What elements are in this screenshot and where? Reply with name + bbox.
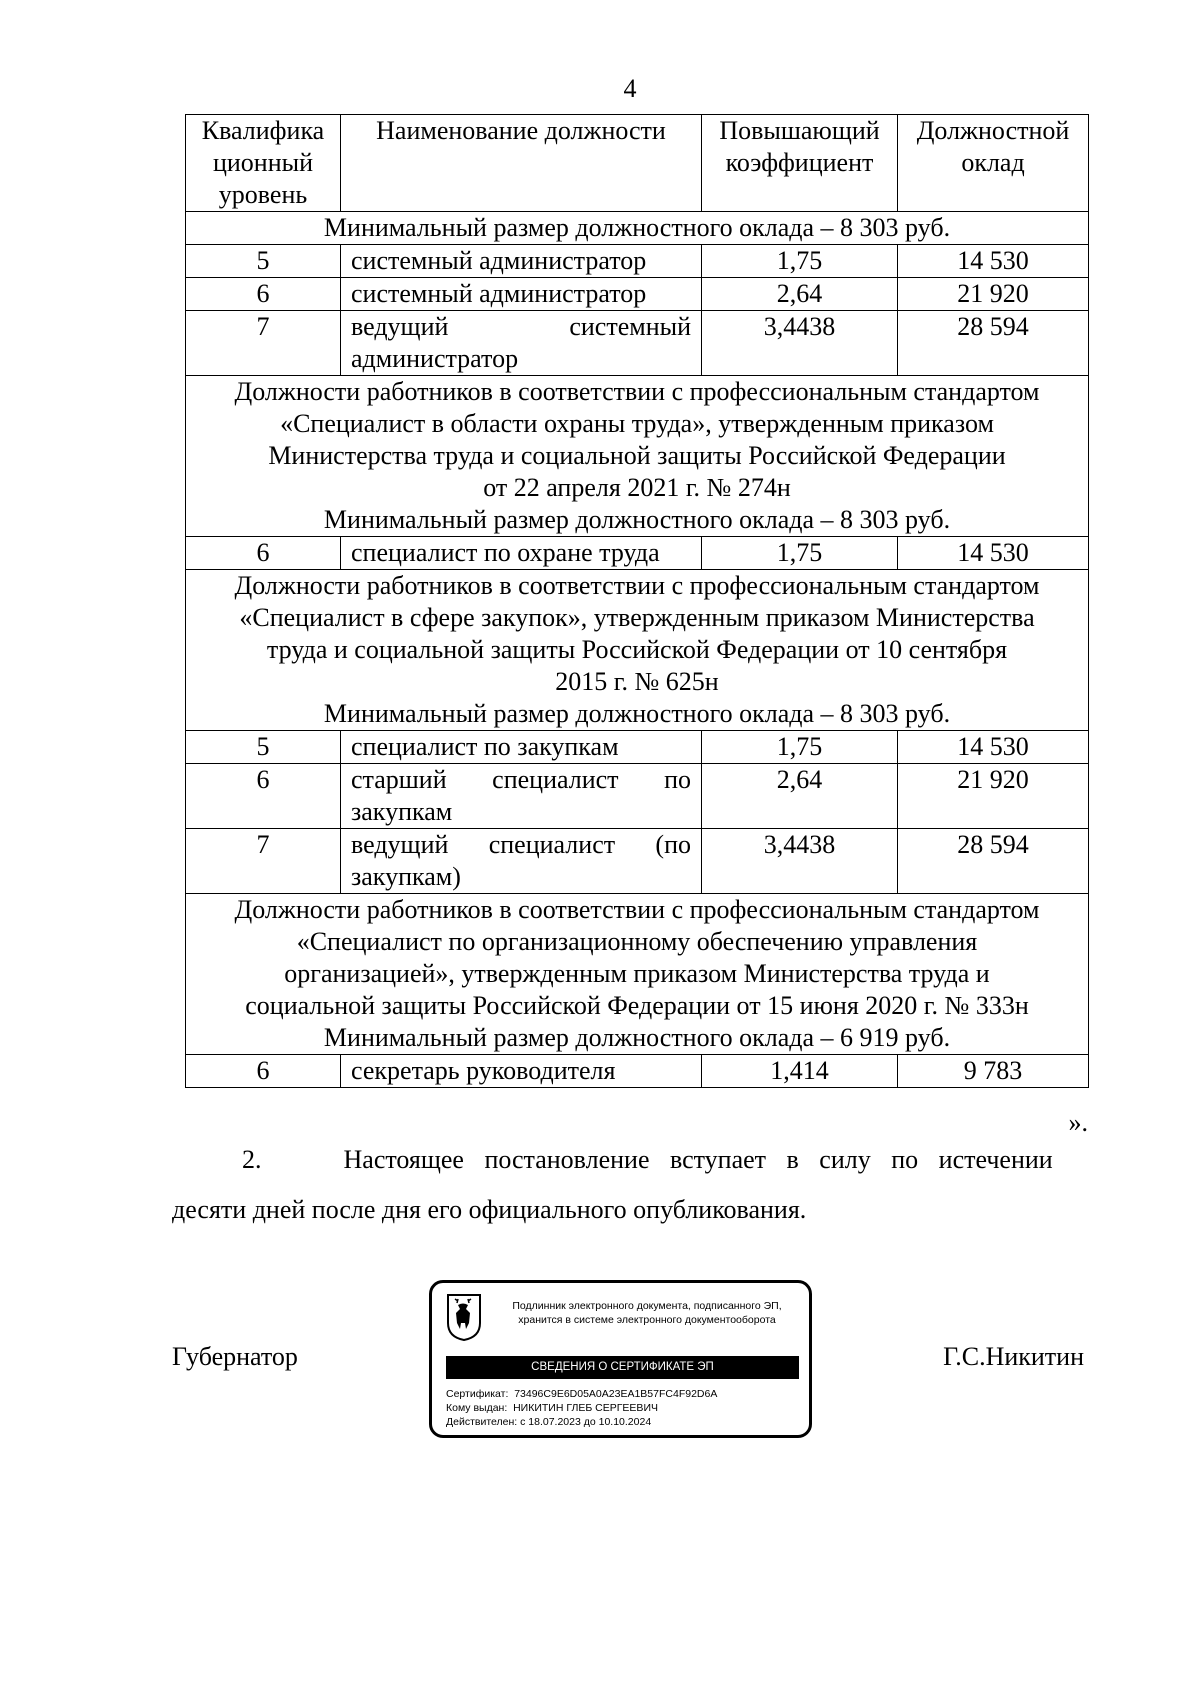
section-row [186, 376, 1089, 537]
level-cell: 6 [186, 764, 341, 829]
coef-cell: 2,64 [702, 278, 898, 311]
salary-cell: 28 594 [898, 311, 1089, 376]
salary-cell: 14 530 [898, 537, 1089, 570]
closing-quote: ». [1068, 1108, 1088, 1137]
section-row [186, 894, 1089, 1055]
level-cell: 6 [186, 1055, 341, 1088]
header-position: Наименование должности [341, 115, 702, 212]
position-cell: системный администратор [341, 245, 702, 278]
stamp-header: Подлинник электронного документа, подписанного ЭП, хранится в системе электронного документооборота [512, 1300, 782, 1326]
header-coefficient: Повышающий коэффициент [702, 115, 898, 212]
paragraph-line: 2. Настоящее постановление вступает в силу по истечении [242, 1145, 1053, 1174]
salary-cell: 21 920 [898, 764, 1089, 829]
position-cell: специалист по закупкам [341, 731, 702, 764]
salary-cell: 9 783 [898, 1055, 1089, 1088]
salary-cell: 28 594 [898, 829, 1089, 894]
section-heading: Должности работников в соответствии с профессиональным стандартом «Специалист в области охраны труда», утвержденным приказом Министерства труда и социальной защиты Российской Федерации от 22 апреля 2021 г. № 274н Минимальный размер должностного оклада – 8 303 руб. [186, 376, 1089, 537]
table-row [186, 245, 1089, 278]
table-row [186, 311, 1089, 376]
section-row [186, 212, 1089, 245]
coef-cell: 1,414 [702, 1055, 898, 1088]
level-cell: 5 [186, 731, 341, 764]
table-row [186, 1055, 1089, 1088]
level-cell: 6 [186, 278, 341, 311]
table-header-row [186, 115, 1089, 212]
header-salary: Должностной оклад [898, 115, 1089, 212]
stamp-certificate-bar: СВЕДЕНИЯ О СЕРТИФИКАТЕ ЭП [446, 1356, 799, 1379]
section-heading: Должности работников в соответствии с профессиональным стандартом «Специалист в сфере закупок», утвержденным приказом Министерства труда и социальной защиты Российской Федерации от 10 сентября 2015 г. № 625н Минимальный размер должностного оклада – 8 303 руб. [186, 570, 1089, 731]
table-row [186, 537, 1089, 570]
electronic-signature-stamp [429, 1280, 812, 1438]
section-row [186, 570, 1089, 731]
signatory-title: Губернатор [172, 1342, 298, 1371]
coef-cell: 3,4438 [702, 311, 898, 376]
section-heading: Должности работников в соответствии с профессиональным стандартом «Специалист по организационному обеспечению управления организацией», утвержденным приказом Министерства труда и социальной защиты Российской Федерации от 15 июня 2020 г. № 333н Минимальный размер должностного оклада – 6 919 руб. [186, 894, 1089, 1055]
table-row [186, 764, 1089, 829]
page-number: 4 [623, 74, 637, 103]
salary-cell: 14 530 [898, 245, 1089, 278]
level-cell: 7 [186, 829, 341, 894]
position-cell: секретарь руководителя [341, 1055, 702, 1088]
min-salary-text: Минимальный размер должностного оклада – 8 303 руб. [186, 212, 1089, 245]
signatory-name: Г.С.Никитин [943, 1342, 1084, 1371]
stamp-certificate-info [446, 1387, 717, 1429]
coef-cell: 1,75 [702, 537, 898, 570]
deer-coat-of-arms-icon [446, 1293, 482, 1341]
position-cell: специалист по охране труда [341, 537, 702, 570]
coef-cell: 1,75 [702, 731, 898, 764]
position-cell: ведущий системный администратор [341, 311, 702, 376]
position-cell: системный администратор [341, 278, 702, 311]
level-cell: 7 [186, 311, 341, 376]
table-row [186, 829, 1089, 894]
header-level: Квалифика ционный уровень [186, 115, 341, 212]
level-cell: 6 [186, 537, 341, 570]
certificate-validity: Действителен: с 18.07.2023 до 10.10.2024 [446, 1416, 652, 1428]
coef-cell: 3,4438 [702, 829, 898, 894]
level-cell: 5 [186, 245, 341, 278]
position-cell: старший специалист по закупкам [341, 764, 702, 829]
certificate-number: Сертификат: 73496C9E6D05A0A23EA1B57FC4F92D6A [446, 1388, 718, 1400]
table-row [186, 731, 1089, 764]
certificate-owner: Кому выдан: НИКИТИН ГЛЕБ СЕРГЕЕВИЧ [446, 1402, 658, 1414]
coef-cell: 1,75 [702, 245, 898, 278]
position-cell: ведущий специалист (по закупкам) [341, 829, 702, 894]
paragraph-line: десяти дней после дня его официального опубликования. [172, 1195, 807, 1224]
salary-cell: 14 530 [898, 731, 1089, 764]
salary-table [185, 114, 1089, 1088]
coef-cell: 2,64 [702, 764, 898, 829]
table-row [186, 278, 1089, 311]
salary-cell: 21 920 [898, 278, 1089, 311]
